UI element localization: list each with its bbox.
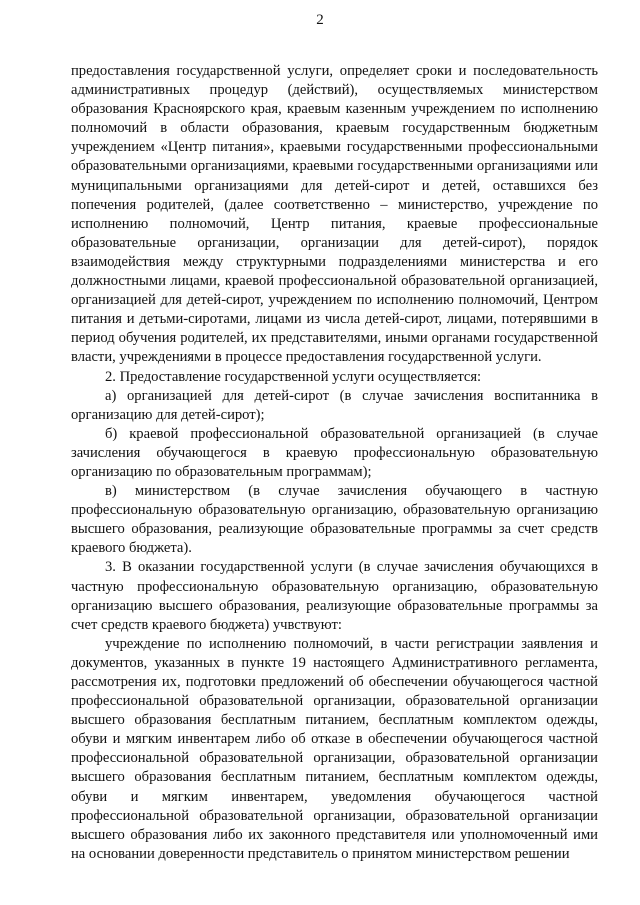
document-body: [71, 62, 598, 864]
paragraph-2: 2. Предоставление государственной услуги осуществляется:: [105, 368, 482, 385]
paragraph-6: 3. В оказании государственной услуги (в случае зачисления обучающихся в частную профессиональную образовательную организацию, образовательную организацию высшего образования, реализующие образовательные программы за счет средств краевого бюджета) учвствуют:: [71, 559, 598, 633]
page-number: 2: [316, 12, 324, 28]
paragraph-1: предоставления государственной услуги, определяет сроки и последовательность административных процедур (действий), осуществляемых министерством образования Красноярского края, краевым казенным учреждением по исполнению полномочий в области образования, краевым государственным бюджетным учреждением «Центр питания», краевыми государственными профессиональными образовательными организациями, краевыми государственными организациями или муниципальными организациями для детей-сирот и детей, оставшихся без попечения родителей, (далее соответственно – министерство, учреждение по исполнению полномочий, Центр питания, краевые профессиональные образовательные организации, организации для детей-сирот), порядок взаимодействия между структурными подразделениями министерства и его должностными лицами, краевой профессиональной образовательной организацией, организацией для детей-сирот, учреждением по исполнению полномочий, Центром питания и детьми-сиротами, лицами из числа детей-сирот, лицами, потерявшими в период обучения родителей, их представителями, иными органами государственной власти, учреждениями в процессе предоставления государственной услуги.: [71, 63, 598, 366]
paragraph-3: а) организацией для детей-сирот (в случае зачисления воспитанника в организацию для детей-сирот);: [71, 387, 598, 423]
paragraph-4: б) краевой профессиональной образовательной организацией (в случае зачисления обучающегося в краевую профессиональную образовательную организацию по образовательным программам);: [71, 425, 598, 480]
paragraph-5: в) министерством (в случае зачисления обучающего в частную профессиональную образовательную организацию, образовательную организацию высшего образования, реализующие образовательные программы за счет средств краевого бюджета).: [71, 483, 598, 557]
paragraph-7: учреждение по исполнению полномочий, в части регистрации заявления и документов, указанных в пункте 19 настоящего Административного регламента, рассмотрения их, подготовки предложений об обеспечении обучающегося частной профессиональной образовательной организации, образовательной организации высшего образования бесплатным питанием, бесплатным комплектом одежды, обуви и мягким инвентарем либо об отказе в обеспечении обучающегося частной профессиональной образовательной организации, образовательной организации высшего образования бесплатным питанием, бесплатным комплектом одежды, обуви и мягким инвентарем, уведомления обучающегося частной профессиональной образовательной организации, образовательной организации высшего образования либо их законного представителя или уполномоченный ими на основании доверенности представитель о принятом министерством решении: [71, 635, 598, 862]
